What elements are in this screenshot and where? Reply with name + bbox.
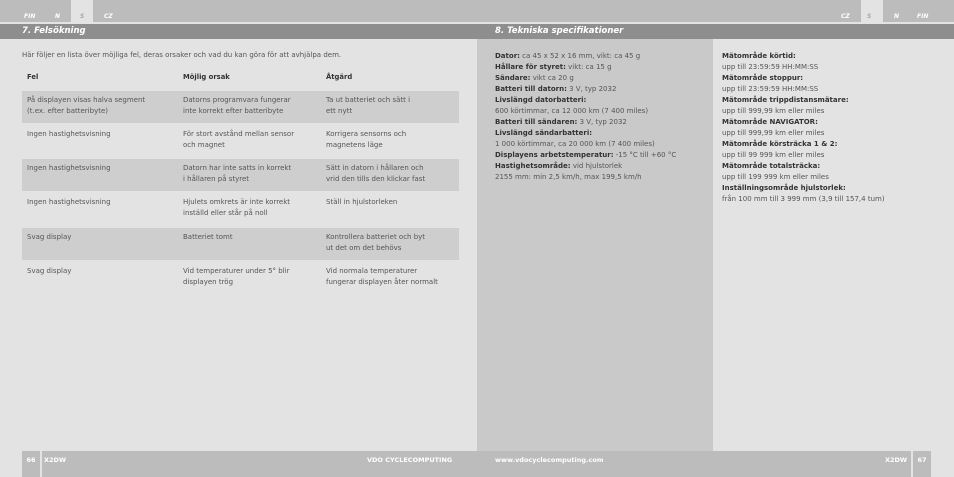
table-cell-orsak: Batteriet tomt [183,233,233,241]
footer-model-left: X2DW [44,456,67,464]
spec-label: Displayens arbetstemperatur: [495,151,614,159]
spec-value: vikt: ca 15 g [565,63,612,71]
spec-line [722,128,947,139]
spec-value: från 100 mm till 3 999 mm (3,9 till 157,4 tum) [722,195,885,203]
table-cell-atgard: Ställ in hjulstorleken [326,198,398,206]
spec-label: Mätområde totalsträcka: [722,162,821,170]
table-cell-orsak: Hjulets omkrets är inte korrekt inställd eller står på noll [183,198,291,217]
spec-value: vid hjulstorlek [570,162,623,170]
language-tabs-right [477,0,954,22]
tab-s-active: S [861,0,883,22]
footer-right [477,451,911,477]
spec-line [722,150,947,161]
section-heading-troubleshooting: 7. Felsökning [0,24,477,39]
spec-line [722,161,947,172]
spec-value: upp till 23:59:59 HH:MM:SS [722,85,819,93]
spec-line [722,172,947,183]
footer-left [42,451,477,477]
tab-cz: CZ [104,13,113,20]
language-tabs-left [0,0,477,22]
spec-label: Mätområde trippdistansmätare: [722,96,849,104]
spec-label: Hastighetsområde: [495,162,571,170]
table-cell-orsak: Datorn har inte satts in korrekt i hållaren på styret [183,164,292,183]
table-cell-fel: Svag display [27,233,72,241]
spec-label: Mätområde stoppur: [722,74,804,82]
spec-list-2 [722,51,947,205]
spec-line [495,161,707,172]
table-cell-orsak: Datorns programvara fungerar inte korrekt efter batteribyte [183,96,291,115]
tab-n: N [894,13,900,20]
spec-value: vikt ca 20 g [530,74,574,82]
spec-label: Mätområde körsträcka 1 & 2: [722,140,838,148]
spec-line [722,117,947,128]
spec-value: ca 45 x 52 x 16 mm, vikt: ca 45 g [519,52,641,60]
table-cell-atgard: Ta ut batteriet och sätt i ett nytt [326,96,411,115]
spec-line [495,51,707,62]
table-cell-fel: Ingen hastighetsvisning [27,164,111,172]
footer-brand: VDO CYCLECOMPUTING [367,456,453,464]
spec-value: 600 körtimmar, ca 12 000 km (7 400 miles) [495,107,649,115]
spec-list-1 [495,51,707,183]
spec-line [495,106,707,117]
footer-url: www.vdocyclecomputing.com [495,456,604,464]
page-number-left: 66 [22,451,40,477]
spec-label: Inställningsområde hjulstorlek: [722,184,846,192]
spec-line [722,73,947,84]
spec-line [722,183,947,194]
spec-line [722,51,947,62]
tab-s-active: S [71,0,93,22]
column-header-fel: Fel [27,73,39,81]
section-heading-specs: 8. Tekniska specifikationer [477,24,954,39]
spec-line [495,84,707,95]
tab-cz: CZ [841,13,850,20]
spec-line [495,117,707,128]
spec-line [495,172,707,183]
spec-value: upp till 999,99 km eller miles [722,107,825,115]
table-cell-atgard: Korrigera sensorns och magnetens läge [326,130,407,149]
spec-line [722,194,947,205]
spec-label: Livslängd datorbatteri: [495,96,587,104]
spec-line [495,62,707,73]
spec-line [722,62,947,73]
intro-text: Här följer en lista över möjliga fel, deras orsaker och vad du kan göra för att avhjälpa dem. [22,51,342,59]
tab-n: N [55,13,61,20]
footer-model-right: X2DW [885,456,908,464]
table-cell-atgard: Kontrollera batteriet och byt ut det om det behövs [326,233,426,252]
spec-label: Mätområde körtid: [722,52,796,60]
spec-line [722,139,947,150]
tab-fin: FIN [917,13,929,20]
spec-label: Sändare: [495,74,531,82]
spec-value: 3 V, typ 2032 [577,118,627,126]
spec-line [495,73,707,84]
spec-line [495,128,707,139]
table-cell-orsak: För stort avstånd mellan sensor och magnet [183,130,295,149]
column-header-atgard: Åtgärd [326,73,353,81]
spec-value: 3 V, typ 2032 [566,85,617,93]
spec-value: 2155 mm: min 2,5 km/h, max 199,5 km/h [495,173,642,181]
spec-label: Batteri till datorn: [495,85,567,93]
table-cell-orsak: Vid temperaturer under 5° blir displayen trög [183,267,290,286]
spec-value: upp till 199 999 km eller miles [722,173,829,181]
spec-value: 1 000 körtimmar, ca 20 000 km (7 400 miles) [495,140,655,148]
spec-line [495,150,707,161]
spec-line [495,139,707,150]
table-cell-atgard: Vid normala temperaturer fungerar displayen åter normalt [326,267,438,286]
spec-value: upp till 999,99 km eller miles [722,129,825,137]
table-cell-atgard: Sätt in datorn i hållaren och vrid den tills den klickar fast [326,164,426,183]
table-cell-fel: Ingen hastighetsvisning [27,198,111,206]
table-cell-fel: På displayen visas halva segment (t.ex. efter batteribyte) [27,96,146,115]
table-cell-fel: Ingen hastighetsvisning [27,130,111,138]
spec-label: Hållare för styret: [495,63,566,71]
spec-value: -15 °C till +60 °C [613,151,677,159]
table-cell-fel: Svag display [27,267,72,275]
spec-value: upp till 23:59:59 HH:MM:SS [722,63,819,71]
spec-label: Mätområde NAVIGATOR: [722,118,818,126]
spec-line [722,84,947,95]
spec-line [722,106,947,117]
spec-label: Livslängd sändarbatteri: [495,129,593,137]
column-header-orsak: Möjlig orsak [183,73,230,81]
spec-line [495,95,707,106]
spec-line [722,95,947,106]
page-number-right: 67 [913,451,931,477]
spec-label: Batteri till sändaren: [495,118,578,126]
spec-label: Dator: [495,52,520,60]
tab-fin: FIN [24,13,36,20]
spec-value: upp till 99 999 km eller miles [722,151,825,159]
